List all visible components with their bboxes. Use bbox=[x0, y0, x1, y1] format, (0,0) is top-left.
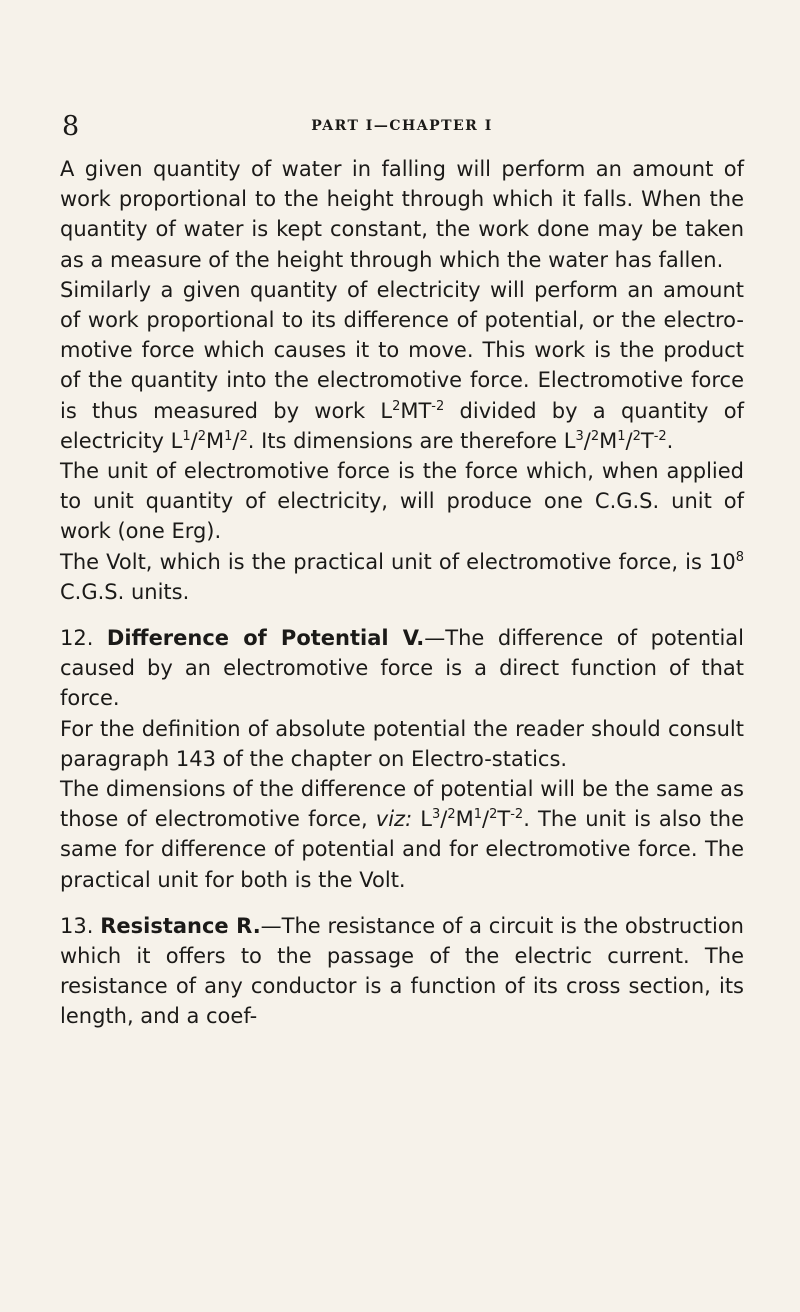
paragraph-absolute-potential: For the definition of absolute potential the reader should consult paragraph 143 of the chapter on Electro-statics. bbox=[60, 716, 744, 771]
running-head: PART I—CHAPTER I bbox=[311, 118, 493, 134]
paragraph-electricity-work: Similarly a given quantity of electricity will perform an amount of work proportional to its difference of potential, or the electro-motive force which causes it to move. This work is the product of the quantity into the electromotive force. Electromotive force is thus measured by work $L^2MT^{-2}$ divided by a quantity of electricity $L^1/^2M^1/^2$. Its dimensions are therefore $L^3/^2M^1/^2T^{-2}$. bbox=[60, 277, 744, 453]
page-number: 8 bbox=[62, 111, 80, 142]
section-heading: Difference of Potential V. bbox=[106, 626, 425, 651]
body-text bbox=[60, 154, 744, 1032]
paragraph-unit-emf: The unit of electromotive force is the force which, when applied to unit quantity of electricity, will produce one C.G.S. unit of work (one Erg). bbox=[60, 459, 744, 544]
paragraph-water-analogy: A given quantity of water in falling will perform an amount of work proportional to the height through which it falls. When the quantity of water is kept constant, the work done may be taken as a measure of the height through which the water has fallen. bbox=[60, 157, 744, 272]
page-header bbox=[62, 112, 742, 142]
paragraph-dimensions: The dimensions of the difference of potential will be the same as those of electromotive force, viz: $L^3/^2M^1/^2T^{-2}$. The unit is also the same for difference of potential and for electromotive force. The practical unit for both is the Volt. bbox=[60, 777, 745, 892]
section-13-resistance: 13. Resistance R.—The resistance of a circuit is the obstruction which it offers to the passage of the electric current. The resistance of any conductor is a function of its cross section, its length, and a coef- bbox=[60, 913, 744, 1029]
section-heading: Resistance R. bbox=[100, 913, 261, 938]
section-12-difference-of-potential: 12. Difference of Potential V.—The difference of potential caused by an electromotive force is a direct function of that force. bbox=[60, 626, 744, 711]
paragraph-volt: The Volt, which is the practical unit of electromotive force, is $10^8$ C.G.S. units. bbox=[60, 549, 744, 604]
